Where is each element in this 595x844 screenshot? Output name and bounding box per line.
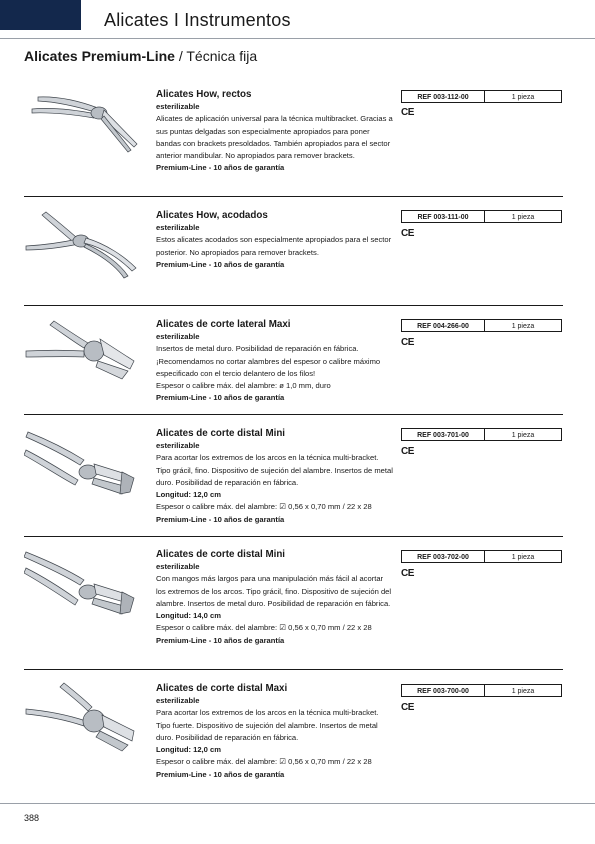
page-heading — [24, 48, 257, 64]
max-wire-spec: Espesor o calibre máx. del alambre: ø 1,0 mm, duro — [156, 381, 331, 391]
reference-code: REF 003-702-00 — [402, 551, 485, 562]
length-spec: Longitud: 12,0 cm — [156, 490, 221, 500]
guarantee-label: Premium-Line - 10 años de garantía — [156, 635, 285, 645]
page-number: 388 — [24, 813, 40, 823]
quantity: 1 pieza — [511, 323, 535, 330]
product-divider — [24, 414, 563, 415]
distal-cutter-maxi-image — [24, 681, 144, 755]
distal-cutter-mini-image — [24, 426, 144, 500]
product-name: Alicates How, rectos — [156, 89, 252, 100]
sterilizable-label: esterilizable — [156, 102, 200, 111]
sterilizable-label: esterilizable — [156, 223, 200, 232]
sterilizable-label: esterilizable — [156, 332, 200, 341]
header-divider — [0, 38, 595, 39]
reference-code: REF 004-266-00 — [402, 320, 485, 331]
heading-product-line: Alicates Premium-Line — [24, 48, 175, 64]
product-divider — [24, 196, 563, 197]
reference-box — [401, 550, 562, 563]
length-spec: Longitud: 14,0 cm — [156, 611, 221, 621]
product-description: Alicates de aplicación universal para la técnica multibracket. Gracias a sus puntas delgadas son especialmente apropiados para poner bandas con brackets presoldados. También apropiados para el sector anterior mandibular. No apropiados para remover brackets. — [156, 114, 393, 161]
ce-mark: CE — [401, 446, 414, 457]
reference-box — [401, 428, 562, 441]
reference-box — [401, 210, 562, 223]
straight-pliers-image — [24, 87, 144, 161]
length-spec: Longitud: 12,0 cm — [156, 745, 221, 755]
product-name: Alicates de corte distal Mini — [156, 549, 286, 560]
product-info — [156, 427, 394, 526]
sterilizable-label: esterilizable — [156, 696, 200, 705]
distal-cutter-mini-long-image — [24, 548, 144, 622]
quantity: 1 pieza — [511, 554, 535, 561]
quantity: 1 pieza — [511, 94, 535, 101]
angled-pliers-image — [24, 206, 144, 280]
side-cutter-image — [24, 317, 144, 391]
ce-mark: CE — [401, 702, 414, 713]
max-wire-spec: Espesor o calibre máx. del alambre: ☑ 0,56 x 0,70 mm / 22 x 28 — [156, 623, 372, 633]
ce-mark: CE — [401, 107, 414, 118]
reference-code: REF 003-111-00 — [402, 211, 485, 222]
quantity: 1 pieza — [511, 214, 535, 221]
product-info — [156, 209, 394, 271]
product-description: Para acortar los extremos de los arcos en la técnica multi-bracket. Tipo grácil, fino. Dispositivo de sujeción del alambre. Insertos de metal duro. Posibilidad de reparación en fábrica. — [156, 453, 393, 487]
product-description: Insertos de metal duro. Posibilidad de reparación en fábrica. ¡Recomendamos no cortar alambres del espesor o calibre máximo especificado con el tercio delantero de los filos! — [156, 344, 381, 378]
reference-code: REF 003-112-00 — [402, 91, 485, 102]
product-name: Alicates de corte distal Maxi — [156, 683, 288, 694]
header-color-block — [0, 0, 81, 30]
max-wire-spec: Espesor o calibre máx. del alambre: ☑ 0,56 x 0,70 mm / 22 x 28 — [156, 757, 372, 767]
guarantee-label: Premium-Line - 10 años de garantía — [156, 163, 285, 173]
product-info — [156, 682, 394, 781]
guarantee-label: Premium-Line - 10 años de garantía — [156, 769, 285, 779]
reference-code: REF 003-700-00 — [402, 685, 485, 696]
heading-technique: / Técnica fija — [174, 48, 258, 64]
product-description: Estos alicates acodados son especialmente apropiados para el sector posterior. No apropiados para remover brackets. — [156, 235, 392, 257]
reference-box — [401, 90, 562, 103]
sterilizable-label: esterilizable — [156, 441, 200, 450]
product-name: Alicates de corte distal Mini — [156, 428, 286, 439]
product-description: Para acortar los extremos de los arcos en la técnica multi-bracket. Tipo fuerte. Dispositivo de sujeción del alambre. Insertos de metal duro. Posibilidad de reparación en fábrica. — [156, 708, 379, 742]
reference-box — [401, 319, 562, 332]
ce-mark: CE — [401, 228, 414, 239]
guarantee-label: Premium-Line - 10 años de garantía — [156, 259, 285, 269]
sterilizable-label: esterilizable — [156, 562, 200, 571]
product-info — [156, 88, 394, 175]
product-info — [156, 318, 394, 405]
guarantee-label: Premium-Line - 10 años de garantía — [156, 393, 285, 403]
product-name: Alicates de corte lateral Maxi — [156, 319, 291, 330]
product-divider — [24, 669, 563, 670]
quantity: 1 pieza — [511, 688, 535, 695]
product-description: Con mangos más largos para una manipulación más fácil al acortar los extremos de los arcos. Tipo grácil, fino. Dispositivo de sujeción del alambre. Insertos de metal duro. Posibilidad de reparación en fábrica. — [156, 574, 392, 608]
product-divider — [24, 305, 563, 306]
section-title: Alicates I Instrumentos — [104, 10, 291, 30]
reference-code: REF 003-701-00 — [402, 429, 485, 440]
ce-mark: CE — [401, 568, 414, 579]
max-wire-spec: Espesor o calibre máx. del alambre: ☑ 0,56 x 0,70 mm / 22 x 28 — [156, 502, 372, 512]
product-name: Alicates How, acodados — [156, 210, 268, 221]
product-divider — [24, 536, 563, 537]
ce-mark: CE — [401, 337, 414, 348]
quantity: 1 pieza — [511, 432, 535, 439]
reference-box — [401, 684, 562, 697]
product-info — [156, 548, 394, 647]
footer-divider — [0, 803, 595, 804]
guarantee-label: Premium-Line - 10 años de garantía — [156, 514, 285, 524]
